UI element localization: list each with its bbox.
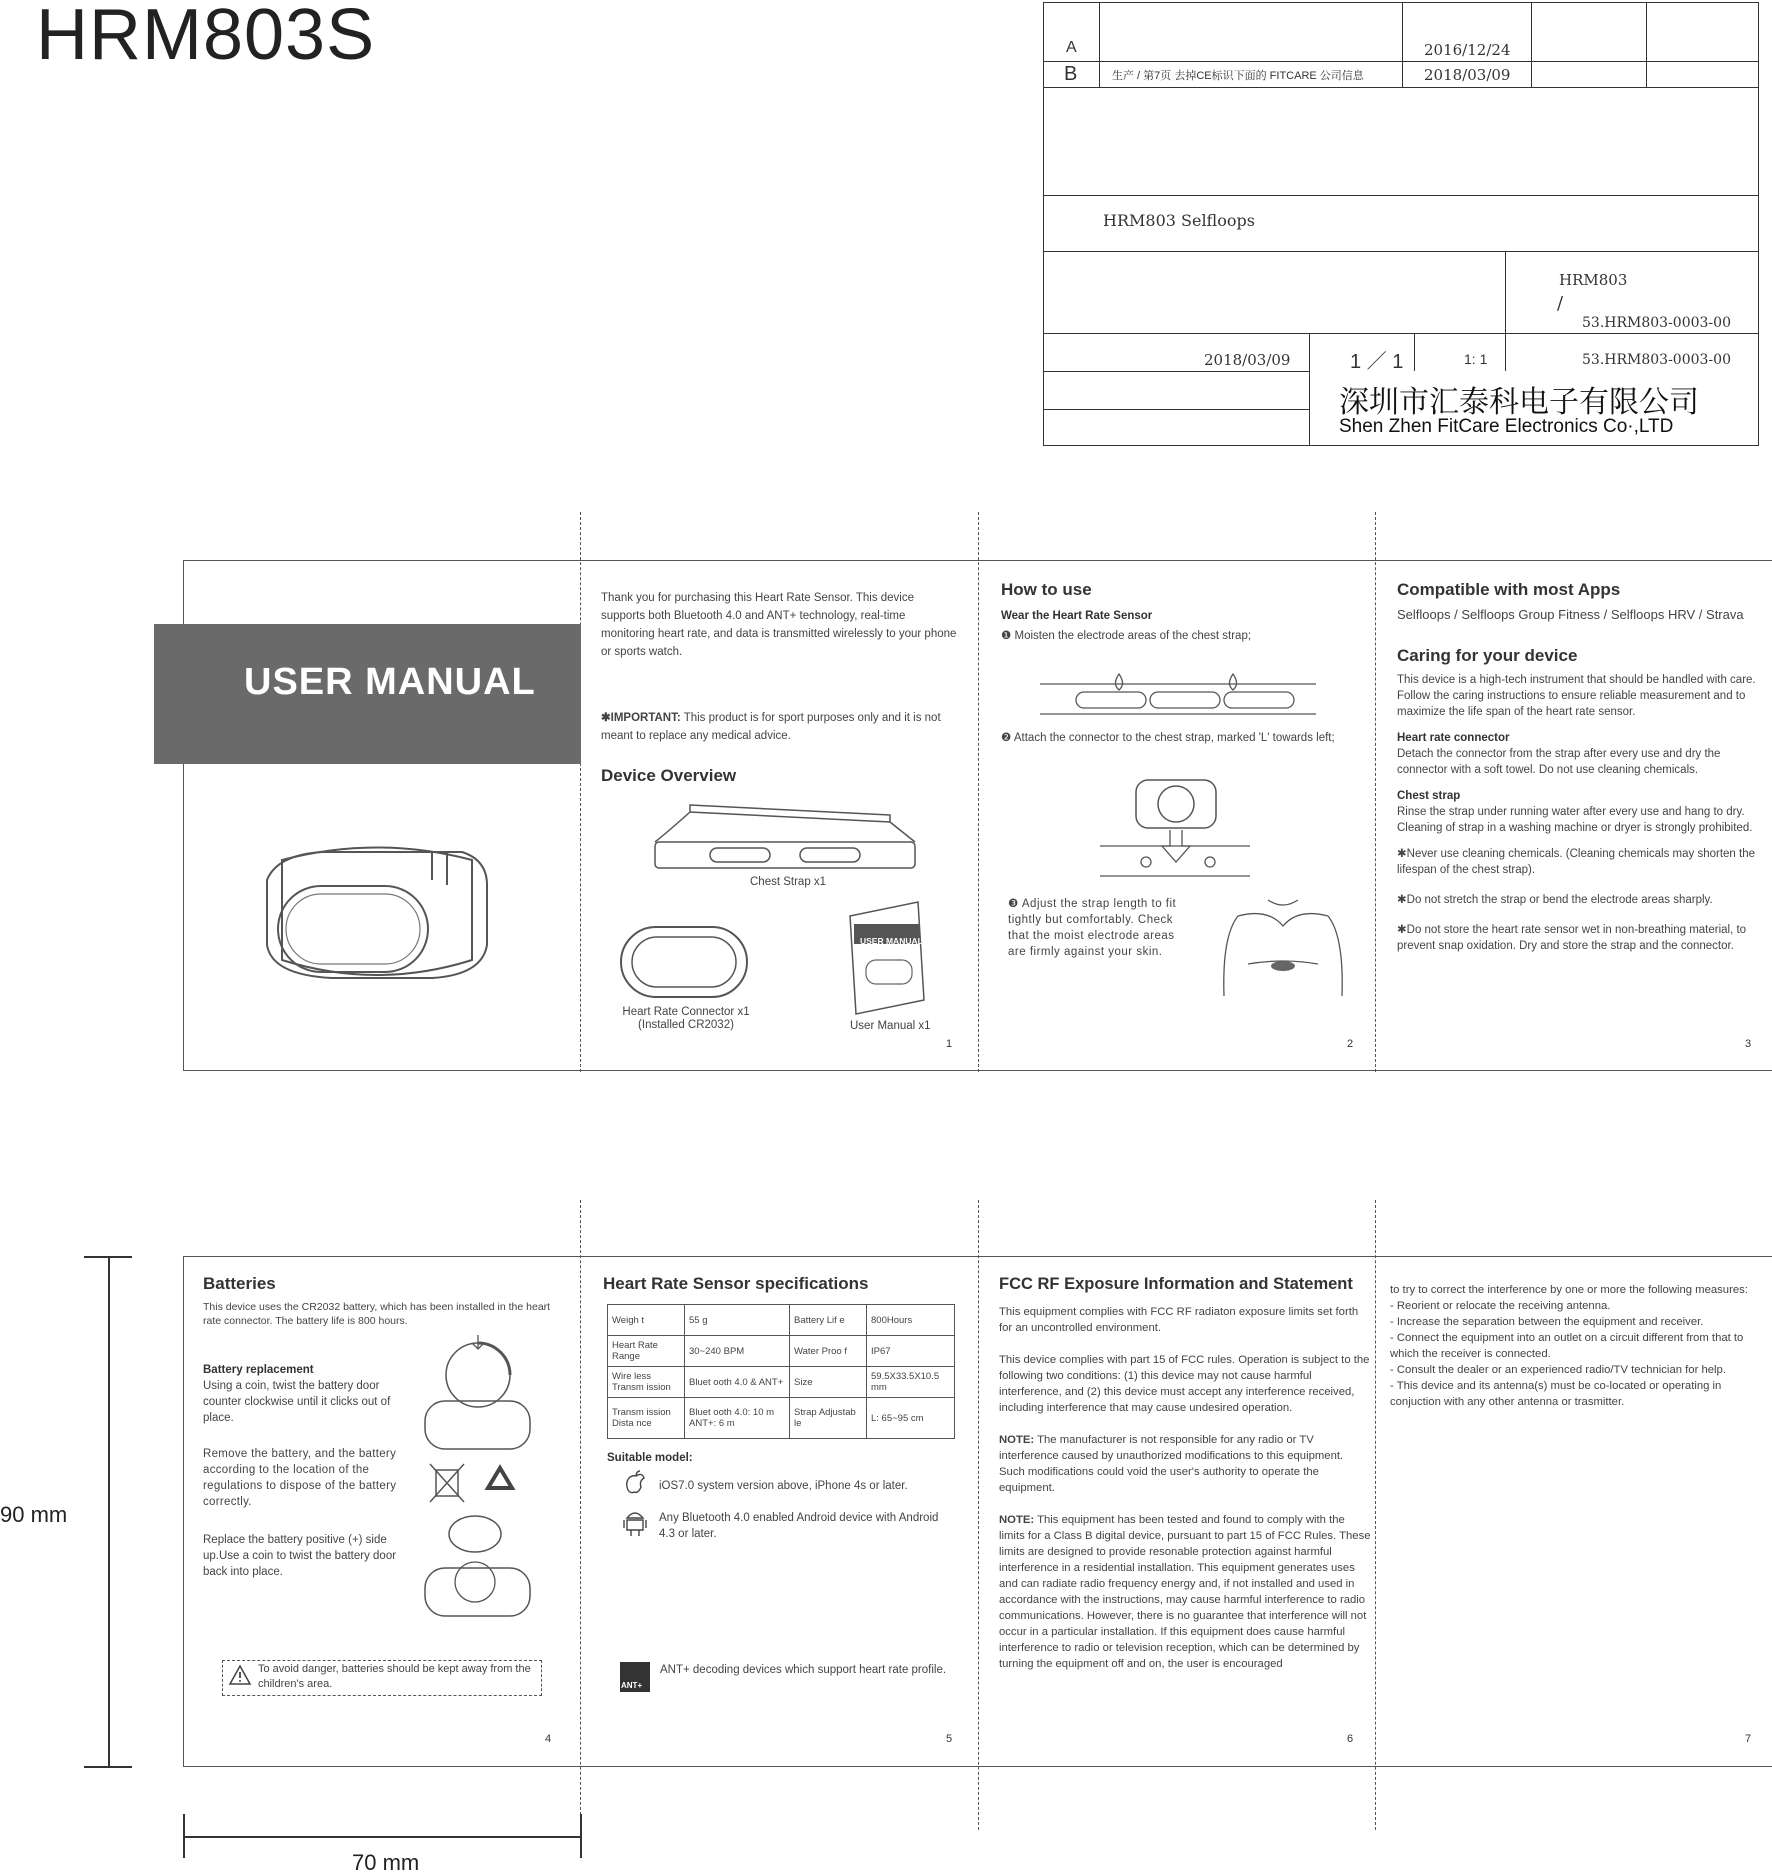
fcc-measures-intro: to try to correct the interference by one or more the following measures: xyxy=(1390,1284,1748,1296)
page-3 xyxy=(1397,582,1757,954)
table-cell: Battery Lif e xyxy=(790,1305,867,1336)
dimension-tick xyxy=(183,1814,185,1858)
fcc-note-2 xyxy=(999,1512,1371,1672)
page-2 xyxy=(1001,582,1361,644)
ant-logo-text: ANT+ xyxy=(621,1681,643,1690)
fcc-note-2-text: This equipment has been tested and found to comply with the limits for a Class B digital device, pursuant to part 15 of FCC Rules. These limits are designed to provide resonable protection against harmful interference in a residential installation. This equipment generates uses and can radiate radio frequency energy and, if not installed and used in accordance with the instructions, may cause harmful interference to radio communications. However, there is no guarantee that interference will not occur in a particular installation. If this equipment does cause harmful interference to radio or television reception, which can be determined by turning the equipment off and on, the user is encouraged xyxy=(999,1514,1371,1670)
apps-title: Compatible with most Apps xyxy=(1397,580,1621,599)
step-1-number: ❶ xyxy=(1001,630,1012,642)
table-row xyxy=(608,1336,955,1367)
care-note-1: ✱Never use cleaning chemicals. (Cleaning chemicals may shorten the lifespan of the chest strap). xyxy=(1397,848,1755,876)
model-title: HRM803S xyxy=(36,0,376,75)
battery-replacement-title: Battery replacement xyxy=(203,1364,314,1376)
care-note-2: ✱Do not stretch the strap or bend the electrode areas sharply. xyxy=(1397,894,1713,906)
table-cell: 55 g xyxy=(685,1305,790,1336)
ios-requirement: iOS7.0 system version above, iPhone 4s or later. xyxy=(659,1480,908,1492)
list-item: - This device and its antenna(s) must be co-located or operating in conjuction with any other antenna or trasmitter. xyxy=(1390,1380,1722,1408)
table-row xyxy=(608,1305,955,1336)
device-overview-title: Device Overview xyxy=(601,766,737,785)
care-note-3: ✱Do not store the heart rate sensor wet in non-breathing material, to prevent snap oxidation. Dry and store the strap and the connector. xyxy=(1397,924,1747,952)
page-number: 6 xyxy=(1347,1733,1354,1745)
height-dimension-line xyxy=(108,1256,110,1767)
scale: 1: 1 xyxy=(1464,351,1488,367)
warning-icon xyxy=(228,1664,252,1686)
table-cell: Transm ission Dista nce xyxy=(608,1398,685,1439)
strap-care-title: Chest strap xyxy=(1397,790,1461,802)
table-cell: 800Hours xyxy=(867,1305,955,1336)
list-item: - Increase the separation between the equipment and receiver. xyxy=(1390,1316,1704,1328)
wear-subtitle: Wear the Heart Rate Sensor xyxy=(1001,610,1153,622)
step-1 xyxy=(1001,628,1361,644)
page-1 xyxy=(601,589,961,793)
rev-b-note: 生产 / 第7页 去掉CE标识下面的 FITCARE 公司信息 xyxy=(1112,70,1364,82)
rev-a-date: 2016/12/24 xyxy=(1424,41,1511,59)
note-label: NOTE: xyxy=(999,1434,1035,1446)
manual-label: User Manual x1 xyxy=(850,1020,931,1032)
manual-booklet-illustration xyxy=(846,900,926,1016)
connector-illustration xyxy=(618,924,750,1000)
table-row xyxy=(608,1367,955,1398)
caring-title: Caring for your device xyxy=(1397,646,1578,665)
step-3 xyxy=(1008,896,1184,960)
apps-list: Selfloops / Selfloops Group Fitness / Selfloops HRV / Strava xyxy=(1397,607,1744,622)
batteries-title: Batteries xyxy=(203,1274,276,1293)
step-2-text: Attach the connector to the chest strap, marked 'L' towards left; xyxy=(1013,732,1335,744)
table-row xyxy=(608,1398,955,1439)
recycle-icons xyxy=(428,1462,538,1506)
table-cell: Water Proo f xyxy=(790,1336,867,1367)
rev-a: A xyxy=(1066,39,1077,56)
step-1-text: Moisten the electrode areas of the chest strap; xyxy=(1014,630,1252,642)
part-number-1: 53.HRM803-0003-00 xyxy=(1582,315,1731,331)
intro-text: Thank you for purchasing this Heart Rate Sensor. This device supports both Bluetooth 4.0 and ANT+ technology, real-time monitoring heart rate, and data is transmitted wirelessly to your phone or sports watch. xyxy=(601,592,957,658)
page-5 xyxy=(603,1276,963,1300)
page-number: 7 xyxy=(1745,1733,1752,1745)
list-item: - Consult the dealer or an experienced radio/TV technician for help. xyxy=(1390,1364,1726,1376)
table-cell: 59.5X33.5X10.5 mm xyxy=(867,1367,955,1398)
caring-text: This device is a high-tech instrument that should be handled with care. Follow the caring instructions to ensure reliable measurement and to maximize the life span of the heart rate sensor. xyxy=(1397,674,1756,718)
booklet-cover-text: USER MANUAL xyxy=(860,936,923,946)
page-6 xyxy=(999,1276,1371,1672)
width-dimension-line xyxy=(183,1836,581,1838)
coin-twist-illustration xyxy=(420,1335,535,1453)
step-2 xyxy=(1001,730,1381,746)
fcc-title: FCC RF Exposure Information and Statement xyxy=(999,1275,1353,1293)
important-notice xyxy=(601,709,961,745)
battery-warning-text: To avoid danger, batteries should be kept away from the children's area. xyxy=(258,1663,531,1690)
dimension-tick xyxy=(84,1766,132,1768)
table-cell: L: 65~95 cm xyxy=(867,1398,955,1439)
battery-insert-illustration xyxy=(420,1512,535,1622)
battery-replace-text: Replace the battery positive (+) side up.Use a coin to twist the battery door back into place. xyxy=(203,1534,397,1578)
cover-title: USER MANUAL xyxy=(244,661,536,703)
product-name: HRM803 Selfloops xyxy=(1103,211,1255,230)
important-text: This product is for sport purposes only and it is not meant to replace any medical advice. xyxy=(601,712,941,742)
table-cell: Bluet ooth 4.0 & ANT+ xyxy=(685,1367,790,1398)
page-number: 4 xyxy=(545,1733,552,1745)
suitable-model-title: Suitable model: xyxy=(607,1452,693,1464)
slash-mark: / xyxy=(1557,293,1564,314)
fcc-note-1-text: The manufacturer is not responsible for any radio or TV interference caused by unauthorized modifications to this equipment. Such modifications could void the user's authority to operate the equipment. xyxy=(999,1434,1344,1494)
dimension-tick xyxy=(580,1814,582,1858)
page-number: 5 xyxy=(946,1733,953,1745)
height-dimension: 90 mm xyxy=(0,1502,68,1527)
table-cell: Strap Adjustab le xyxy=(790,1398,867,1439)
table-cell: Wire less Transm ission xyxy=(608,1367,685,1398)
fcc-paragraph-2: This device complies with part 15 of FCC rules. Operation is subject to the following two conditions: (1) this device may not cause harmful interference, and (2) this device must accept any interference received, including interference that may cause undesired operation. xyxy=(999,1354,1370,1414)
drawing-title-block xyxy=(1043,2,1759,446)
rev-b: B xyxy=(1064,63,1078,85)
company-name-cn: 深圳市汇泰科电子有限公司 xyxy=(1339,386,1699,419)
connector-label-sub: (Installed CR2032) xyxy=(638,1019,734,1031)
strap-label: Chest Strap x1 xyxy=(750,876,827,888)
part-number-2: 53.HRM803-0003-00 xyxy=(1582,352,1731,368)
table-cell: Weigh t xyxy=(608,1305,685,1336)
step-3-number: ❸ xyxy=(1008,898,1019,910)
connector-care-title: Heart rate connector xyxy=(1397,732,1510,744)
connector-label xyxy=(616,1006,756,1032)
ant-support: ANT+ decoding devices which support heart rate profile. xyxy=(660,1664,947,1676)
important-label: ✱IMPORTANT: xyxy=(601,712,681,724)
specs-table xyxy=(607,1304,955,1439)
connector-label-text: Heart Rate Connector x1 xyxy=(622,1006,750,1018)
batteries-intro: This device uses the CR2032 battery, which has been installed in the heart rate connector. The battery life is 800 hours. xyxy=(203,1301,551,1327)
note-label: NOTE: xyxy=(999,1514,1035,1526)
page-7 xyxy=(1390,1282,1762,1410)
connector-care-text: Detach the connector from the strap after every use and dry the connector with a soft towel. Do not use cleaning chemicals. xyxy=(1397,748,1721,776)
drawing-date: 2018/03/09 xyxy=(1204,351,1291,369)
page-number: 1 xyxy=(946,1038,953,1050)
battery-replacement-text: Using a coin, twist the battery door counter clockwise until it clicks out of place. xyxy=(203,1380,391,1424)
specs-title: Heart Rate Sensor specifications xyxy=(603,1274,869,1293)
rev-b-date: 2018/03/09 xyxy=(1424,66,1511,84)
strap-care-text: Rinse the strap under running water after every use and hang to dry. Cleaning of strap in a washing machine or dryer is strongly prohibited. xyxy=(1397,806,1753,834)
battery-remove-text: Remove the battery, and the battery according to the location of the regulations to dispose of the battery correctly. xyxy=(203,1448,397,1508)
android-icon xyxy=(622,1508,648,1538)
table-cell: IP67 xyxy=(867,1336,955,1367)
moisten-illustration xyxy=(1040,672,1320,718)
strap-illustration xyxy=(650,800,920,870)
apple-icon xyxy=(624,1470,648,1496)
how-to-use-title: How to use xyxy=(1001,580,1092,599)
chest-strap-illustration xyxy=(262,840,492,990)
page-number: 2 xyxy=(1347,1038,1354,1050)
fcc-note-1 xyxy=(999,1432,1371,1496)
table-cell: 30~240 BPM xyxy=(685,1336,790,1367)
width-dimension: 70 mm xyxy=(352,1850,420,1875)
sheet-number: 1 ／ 1 xyxy=(1350,351,1404,373)
fcc-paragraph-1: This equipment complies with FCC RF radiaton exposure limits set forth for an uncontrolled environment. xyxy=(999,1306,1359,1334)
step-2-number: ❷ xyxy=(1001,732,1012,744)
android-requirement: Any Bluetooth 4.0 enabled Android device with Android 4.3 or later. xyxy=(659,1512,939,1540)
step-3-text: Adjust the strap length to fit tightly but comfortably. Check that the moist electrode areas are firmly against your skin. xyxy=(1008,898,1177,958)
table-cell: Bluet ooth 4.0: 10 m ANT+: 6 m xyxy=(685,1398,790,1439)
torso-illustration xyxy=(1218,896,1348,1016)
table-cell: Size xyxy=(790,1367,867,1398)
list-item: - Reorient or relocate the receiving antenna. xyxy=(1390,1300,1611,1312)
model-code: HRM803 xyxy=(1559,271,1628,289)
table-cell: Heart Rate Range xyxy=(608,1336,685,1367)
company-name-en: Shen Zhen FitCare Electronics Co·,LTD xyxy=(1339,416,1674,437)
dimension-tick xyxy=(84,1256,132,1258)
attach-illustration xyxy=(1100,776,1250,878)
list-item: - Connect the equipment into an outlet on a circuit different from that to which the receiver is connected. xyxy=(1390,1332,1744,1360)
page-number: 3 xyxy=(1745,1038,1752,1050)
